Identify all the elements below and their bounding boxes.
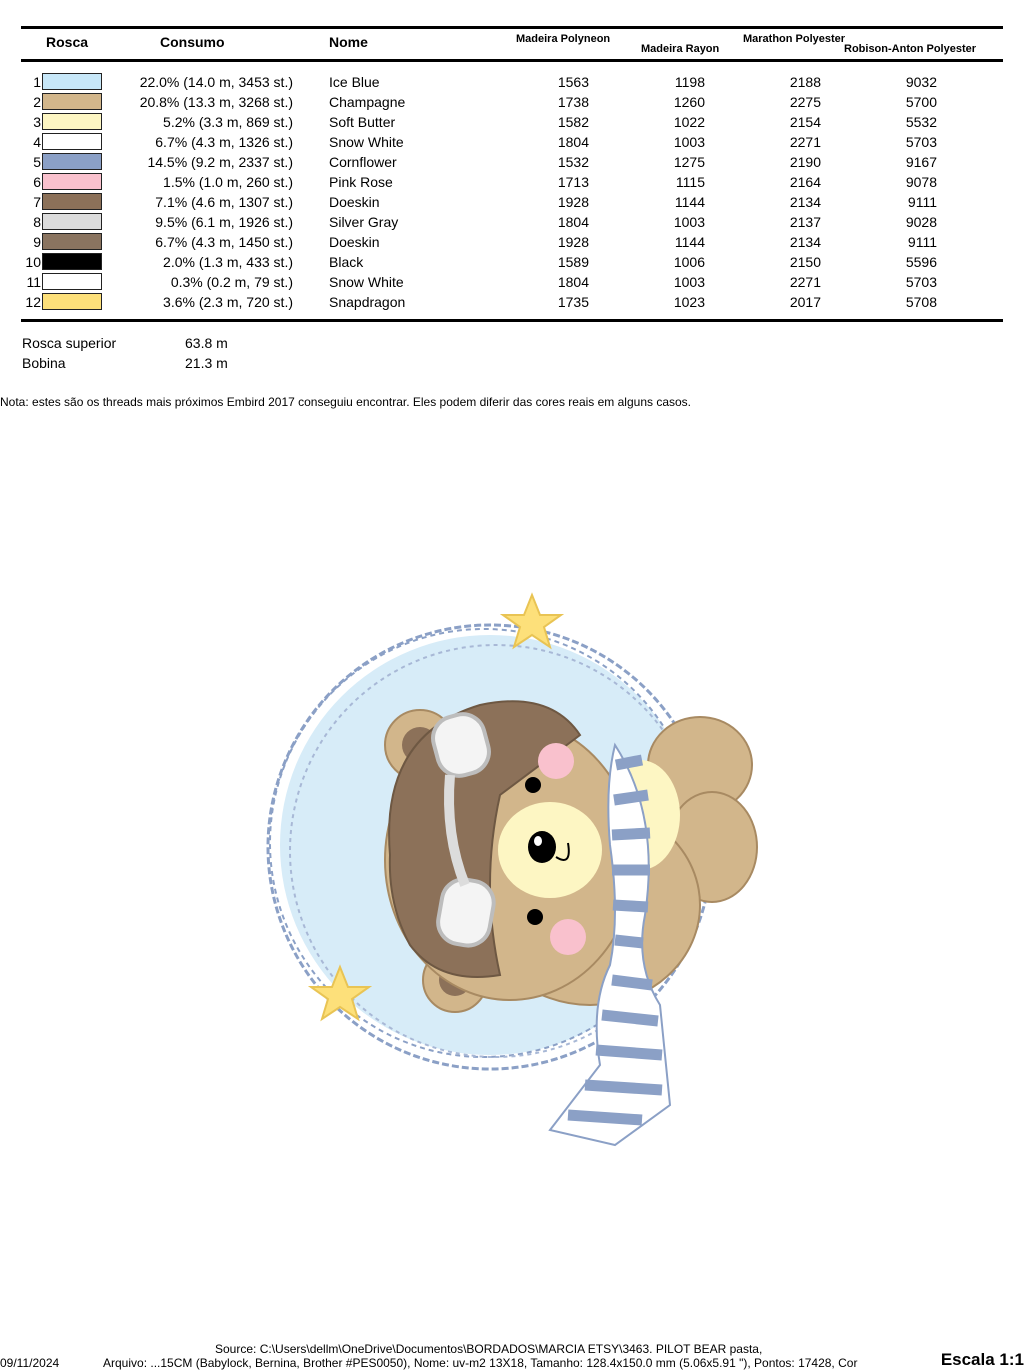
table-row [0, 72, 1024, 92]
thread-number: 10 [25, 254, 41, 270]
thread-color-swatch [42, 233, 102, 250]
thread-madeira-polyneon: 1532 [557, 154, 589, 170]
thread-number: 7 [33, 194, 41, 210]
thread-color-swatch [42, 193, 102, 210]
thread-name: Soft Butter [329, 114, 396, 130]
thread-consumo: 7.1% (4.6 m, 1307 st.) [155, 194, 293, 210]
thread-color-swatch [42, 153, 102, 170]
thread-number: 9 [33, 234, 41, 250]
thread-madeira-rayon: 1022 [673, 114, 705, 130]
thread-color-swatch [42, 213, 102, 230]
thread-marathon-polyester: 2271 [789, 274, 821, 290]
thread-robison-anton-polyester: 5532 [905, 114, 937, 130]
thread-madeira-rayon: 1144 [674, 194, 705, 210]
thread-name: Champagne [329, 94, 406, 110]
thread-name: Ice Blue [329, 74, 380, 90]
thread-name: Snapdragon [329, 294, 406, 310]
header-madeira-rayon: Madeira Rayon [641, 43, 720, 55]
table-row [0, 292, 1024, 312]
table-bottom-rule [21, 319, 1003, 322]
table-row [0, 272, 1024, 292]
thread-robison-anton-polyester: 9028 [905, 214, 937, 230]
thread-madeira-rayon: 1260 [673, 94, 705, 110]
thread-madeira-rayon: 1275 [673, 154, 705, 170]
thread-number: 8 [33, 214, 41, 230]
footer-source: Source: C:\Users\dellm\OneDrive\Documentos\BORDADOS\MARCIA ETSY\3463. PILOT BEAR pasta, [215, 1342, 763, 1356]
thread-marathon-polyester: 2188 [789, 74, 821, 90]
table-row [0, 132, 1024, 152]
thread-number: 4 [33, 134, 41, 150]
thread-robison-anton-polyester: 5703 [905, 274, 937, 290]
footer-arquivo: Arquivo: ...15CM (Babylock, Bernina, Brother #PES0050), Nome: uv-m2 13X18, Tamanho: 128.4x150.0 mm (5.06x5.91 "), Pontos: 17428, Cor [103, 1356, 858, 1370]
thread-color-swatch [42, 93, 102, 110]
rosca-superior-label: Rosca superior [22, 335, 117, 351]
header-consumo: Consumo [160, 34, 225, 50]
table-top-rule [21, 26, 1003, 29]
thread-consumo: 2.0% (1.3 m, 433 st.) [163, 254, 293, 270]
thread-marathon-polyester: 2017 [789, 294, 821, 310]
header-nome: Nome [329, 34, 368, 50]
thread-consumo: 3.6% (2.3 m, 720 st.) [163, 294, 293, 310]
thread-madeira-polyneon: 1804 [557, 214, 589, 230]
thread-madeira-rayon: 1006 [673, 254, 705, 270]
thread-color-swatch [42, 133, 102, 150]
thread-madeira-rayon: 1198 [674, 74, 705, 90]
table-row [0, 112, 1024, 132]
thread-robison-anton-polyester: 9111 [907, 194, 937, 210]
thread-consumo: 6.7% (4.3 m, 1326 st.) [155, 134, 293, 150]
thread-marathon-polyester: 2137 [789, 214, 821, 230]
thread-madeira-polyneon: 1563 [557, 74, 589, 90]
thread-madeira-polyneon: 1589 [557, 254, 589, 270]
thread-number: 11 [26, 274, 41, 290]
thread-number: 5 [33, 154, 41, 170]
thread-marathon-polyester: 2154 [789, 114, 821, 130]
thread-marathon-polyester: 2190 [789, 154, 821, 170]
table-row [0, 92, 1024, 112]
thread-name: Black [329, 254, 364, 270]
thread-consumo: 14.5% (9.2 m, 2337 st.) [147, 154, 293, 170]
thread-name: Silver Gray [329, 214, 399, 230]
thread-number: 3 [33, 114, 41, 130]
thread-madeira-polyneon: 1735 [557, 294, 589, 310]
thread-name: Cornflower [329, 154, 397, 170]
thread-marathon-polyester: 2164 [789, 174, 821, 190]
thread-number: 6 [33, 174, 41, 190]
thread-robison-anton-polyester: 5700 [905, 94, 937, 110]
thread-madeira-polyneon: 1928 [557, 194, 589, 210]
thread-robison-anton-polyester: 9078 [905, 174, 937, 190]
thread-name: Doeskin [329, 234, 380, 250]
thread-madeira-polyneon: 1804 [557, 134, 589, 150]
thread-color-swatch [42, 113, 102, 130]
thread-robison-anton-polyester: 5708 [905, 294, 937, 310]
thread-robison-anton-polyester: 9167 [905, 154, 937, 170]
thread-madeira-polyneon: 1738 [557, 94, 589, 110]
thread-madeira-rayon: 1115 [675, 174, 705, 190]
pilot-bear-embroidery-image [250, 585, 770, 1175]
thread-name: Snow White [329, 134, 404, 150]
thread-madeira-polyneon: 1928 [557, 234, 589, 250]
thread-color-swatch [42, 293, 102, 310]
thread-consumo: 20.8% (13.3 m, 3268 st.) [139, 94, 293, 110]
thread-madeira-polyneon: 1582 [557, 114, 589, 130]
header-rosca: Rosca [46, 34, 89, 50]
thread-madeira-polyneon: 1804 [557, 274, 589, 290]
thread-madeira-rayon: 1003 [673, 134, 705, 150]
thread-robison-anton-polyester: 5703 [905, 134, 937, 150]
thread-color-swatch [42, 173, 102, 190]
thread-consumo: 5.2% (3.3 m, 869 st.) [163, 114, 293, 130]
thread-marathon-polyester: 2134 [789, 234, 821, 250]
thread-marathon-polyester: 2134 [789, 194, 821, 210]
thread-consumo: 9.5% (6.1 m, 1926 st.) [155, 214, 293, 230]
table-row [0, 192, 1024, 212]
thread-consumo: 22.0% (14.0 m, 3453 st.) [139, 74, 293, 90]
thread-robison-anton-polyester: 5596 [905, 254, 937, 270]
thread-number: 2 [33, 94, 41, 110]
thread-robison-anton-polyester: 9032 [905, 74, 937, 90]
thread-madeira-rayon: 1003 [673, 214, 705, 230]
thread-madeira-rayon: 1023 [673, 294, 705, 310]
thread-color-swatch [42, 253, 102, 270]
thread-madeira-rayon: 1144 [674, 234, 705, 250]
thread-name: Pink Rose [329, 174, 393, 190]
thread-name: Snow White [329, 274, 404, 290]
table-row [0, 212, 1024, 232]
header-marathon-polyester: Marathon Polyester [743, 33, 846, 45]
thread-number: 12 [25, 294, 41, 310]
thread-number: 1 [33, 74, 41, 90]
table-row [0, 152, 1024, 172]
footer-date: 09/11/2024 [0, 1356, 60, 1370]
thread-name: Doeskin [329, 194, 380, 210]
thread-color-swatch [42, 73, 102, 90]
thread-consumo: 6.7% (4.3 m, 1450 st.) [155, 234, 293, 250]
thread-color-swatch [42, 273, 102, 290]
thread-marathon-polyester: 2271 [789, 134, 821, 150]
table-row [0, 232, 1024, 252]
bobina-value: 21.3 m [185, 355, 228, 371]
table-row [0, 252, 1024, 272]
thread-consumo: 1.5% (1.0 m, 260 st.) [163, 174, 293, 190]
table-row [0, 172, 1024, 192]
thread-madeira-polyneon: 1713 [557, 174, 589, 190]
header-robison-anton-polyester: Robison-Anton Polyester [844, 43, 977, 55]
thread-consumo: 0.3% (0.2 m, 79 st.) [170, 274, 293, 290]
footer-scale: Escala 1:1 [940, 1350, 1024, 1369]
table-header-rule [21, 59, 1003, 62]
thread-marathon-polyester: 2150 [789, 254, 821, 270]
thread-marathon-polyester: 2275 [789, 94, 821, 110]
thread-madeira-rayon: 1003 [673, 274, 705, 290]
thread-robison-anton-polyester: 9111 [907, 234, 937, 250]
header-madeira-polyneon: Madeira Polyneon [516, 33, 611, 45]
thread-note: Nota: estes são os threads mais próximos Embird 2017 conseguiu encontrar. Eles podem diferir das cores reais em alguns casos. [0, 395, 692, 409]
rosca-superior-value: 63.8 m [185, 335, 228, 351]
bobina-label: Bobina [22, 355, 66, 371]
